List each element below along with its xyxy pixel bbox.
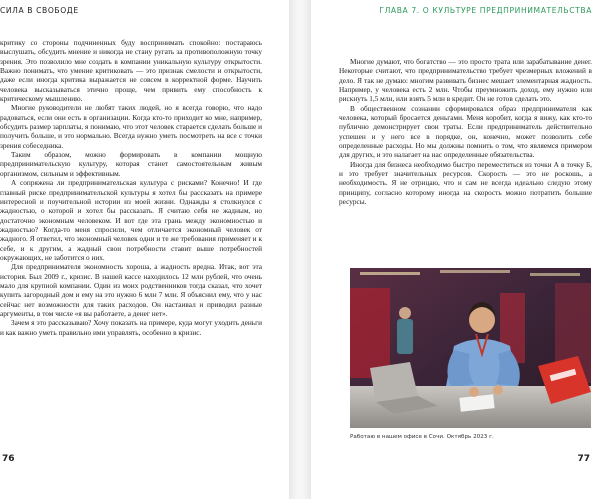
paragraph: Многие руководители не любят таких людей, но я всегда говорю, что надо радоваться, если они есть в организации. Когда кто-то приходит ко мне, например, обсудить размер зарплаты, я понимаю, что этот человек старается сделать больше и получить больше, и это нормально. Всегда нужно уметь посмотреть на все с точки зрения собеседника. (0, 103, 262, 150)
office-photo (350, 268, 591, 428)
body-text-left (0, 38, 262, 337)
paragraph: Для предпринимателя экономность хороша, а жадность вредна. Итак, вот эта история. Был 2009 г., кризис. В нашей кассе находилось 12 млн рублей, что очень мало для крупной компании. Один из моих родственников тогда сказал, что хочет купить загородный дом и ему на это нужно 6 млн 7 млн. Я объяснил ему, что у нас сейчас нет возможности для таких расходов. Он настаивал и приводил разные аргументы, в том числе «я вы работаете, а денег нет». (0, 262, 262, 318)
running-head-left: СИЛА В СВОБОДЕ (0, 6, 79, 15)
photo-caption: Работаю в нашем офисе в Сочи. Октябрь 2023 г. (350, 434, 494, 440)
book-gutter (289, 0, 311, 499)
right-page (311, 0, 600, 499)
paragraph: А сопряжена ли предпринимательская культура с рисками? Конечно! И где главный риске предпринимательской культуры я хотел бы рассказать на примере интересной и поучительной истории из моей жизни. Однажды я столкнулся с жадностью, о которой и хотел бы рассказать. Я считаю себя не жадным, но достаточно экономным человеком. И вот где эта грань между экономностью и жадностью? Когда-то меня спросили, чем отличается экономный человек от жадного. Я ответил, что экономный человек одни и те же требования применяет и к себе, и к другим, а жадный свои потребности ставит выше потребностей окружающих, не заботится о них. (0, 178, 262, 262)
left-page (0, 0, 289, 499)
paragraph: В общественном сознании сформировался образ предпринимателя как человека, который бросается деньгами. Меня коробит, когда я вижу, как кто-то публично демонстрирует свои траты. Если предприниматель действительно успешен и у него все в порядке, он, конечно, может позволить себе определенные расходы. Но мы должны помнить о том, что являемся примером для других, и это налагает на нас определенные обязательства. (339, 103, 592, 160)
paragraph: Зачем я это рассказываю? Хочу показать на примере, куда могут уходить деньги и как важно уметь правильно ими управлять, особенно в кризис. (0, 318, 262, 337)
paragraph: Иногда для бизнеса необходимо быстро переместиться из точки А в точку Б, и это требует значительных ресурсов. Скорость — это не роскошь, а необходимость. Я не отрицаю, что и сам не всегда идеально следую этому принципу, согласно которому иногда на скорость можно потратить большие ресурсы. (339, 159, 592, 207)
paragraph: Таким образом, можно формировать в компании мощную предпринимательскую культуру, которая станет самостоятельным живым организмом, сильным и эффективным. (0, 150, 262, 178)
page-number-left: 76 (2, 454, 15, 464)
running-head-right: ГЛАВА 7. О КУЛЬТУРЕ ПРЕДПРИНИМАТЕЛЬСТВА (379, 6, 592, 15)
paragraph: критику со стороны подчиненных буду воспринимать спокойно: постараюсь выслушать, обсудить мнение и никогда не стану ругать за противоположную точку зрения. Это позволило мне создать в компании уникальную культуру открытости. Важно понимать, что умение критиковать — это признак смелости и открытости, даже если иногда критика выражается не совсем в корректной форме. Научить человека высказываться этично проще, чем привить ему способность к критическому мышлению. (0, 38, 262, 104)
office-photo-illustration (350, 268, 591, 428)
paragraph: Многие думают, что богатство — это просто трата или зарабатывание денег. Некоторые считают, что предпринимательство требует чрезмерных вложений в дело. Я так не думаю: многим развивать бизнес мешает элементарная жадность. Например, у человека есть 2 млн. Чтобы преумножить доход, ему нужно или рискнуть 1,5 млн, или взять 5 млн в кредит. Он не готов сделать это. (339, 57, 592, 104)
body-text-right (339, 57, 592, 207)
page-number-right: 77 (577, 454, 590, 464)
